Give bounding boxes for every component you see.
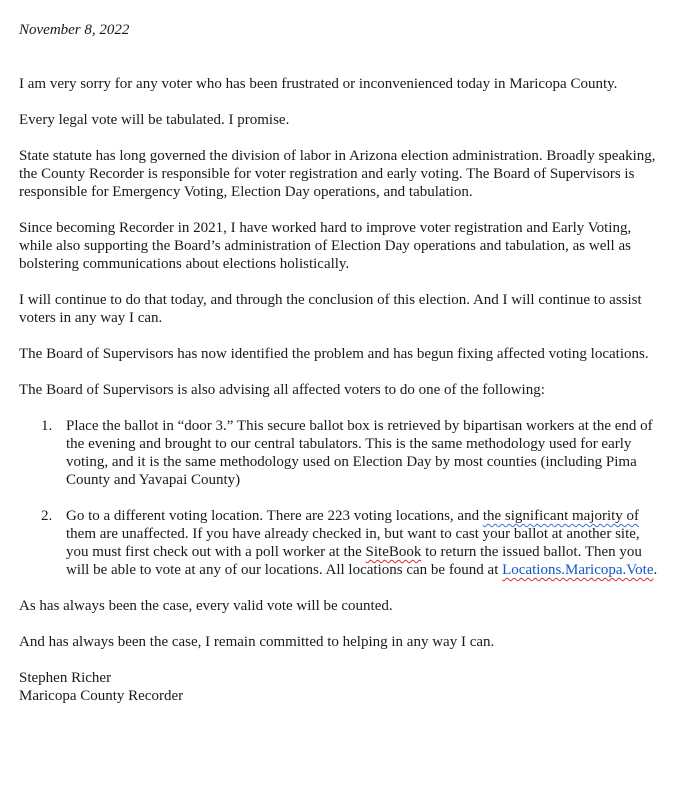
paragraph-recorder-work: Since becoming Recorder in 2021, I have worked hard to improve voter registration and Early Voting, while also supporting the Board’s administration of Election Day operations and tabulation, as well as bolstering communications about elections holistically. — [19, 220, 632, 272]
letter-document — [19, 21, 659, 705]
paragraph-votes-counted: As has always been the case, every valid vote will be counted. — [19, 598, 393, 614]
list-item-number: 2. — [41, 508, 53, 524]
list-item — [19, 507, 659, 579]
paragraph-promise: Every legal vote will be tabulated. I promise. — [19, 112, 290, 128]
list-item-text-part: . — [653, 562, 658, 578]
paragraph-apology: I am very sorry for any voter who has been frustrated or inconvenienced today in Maricopa County. — [19, 76, 618, 92]
locations-link[interactable]: Locations.Maricopa.Vote — [502, 562, 654, 578]
grammar-flagged-phrase: the significant majority of — [482, 508, 640, 524]
signature-title: Maricopa County Recorder — [19, 688, 184, 704]
list-item-text-part: them are unaffected. If you have already checked in, but want to cast your ballot at another site, you must first check out with a poll worker at the — [66, 526, 640, 560]
list-item-text: Place the ballot in “door 3.” This secure ballot box is retrieved by bipartisan workers at the end of the evening and brought to our central tabulators. This is the same methodology used for early voting, and it is the same methodology used on Election Day by most counties (including Pima County and Yavapai County) — [66, 418, 653, 488]
paragraph-advice-intro: The Board of Supervisors is also advising all affected voters to do one of the following: — [19, 382, 545, 398]
paragraph-continue: I will continue to do that today, and through the conclusion of this election. And I will continue to assist voters in any way I can. — [19, 292, 642, 326]
paragraph-committed: And has always been the case, I remain committed to helping in any way I can. — [19, 634, 495, 650]
paragraph-statute: State statute has long governed the division of labor in Arizona election administration. Broadly speaking, the County Recorder is responsible for voter registration and early voting. The Board of Supervisors is responsible for Emergency Voting, Election Day operations, and tabulation. — [19, 148, 656, 200]
list-item — [19, 417, 659, 489]
paragraph-problem-identified: The Board of Supervisors has now identified the problem and has begun fixing affected voting locations. — [19, 346, 649, 362]
list-item-number: 1. — [41, 418, 53, 434]
spelling-flagged-word: SiteBook — [365, 544, 422, 560]
list-item-text — [66, 508, 657, 578]
signature-name: Stephen Richer — [19, 670, 112, 686]
signature-block — [19, 669, 659, 705]
list-item-text-part: to return the issued ballot. Then you will be able to vote at any of our locations. All locations can be found at — [66, 544, 642, 578]
options-list — [19, 417, 659, 579]
letter-date: November 8, 2022 — [19, 22, 130, 38]
list-item-text-part: Go to a different voting location. There are 223 voting locations, and — [66, 508, 483, 524]
